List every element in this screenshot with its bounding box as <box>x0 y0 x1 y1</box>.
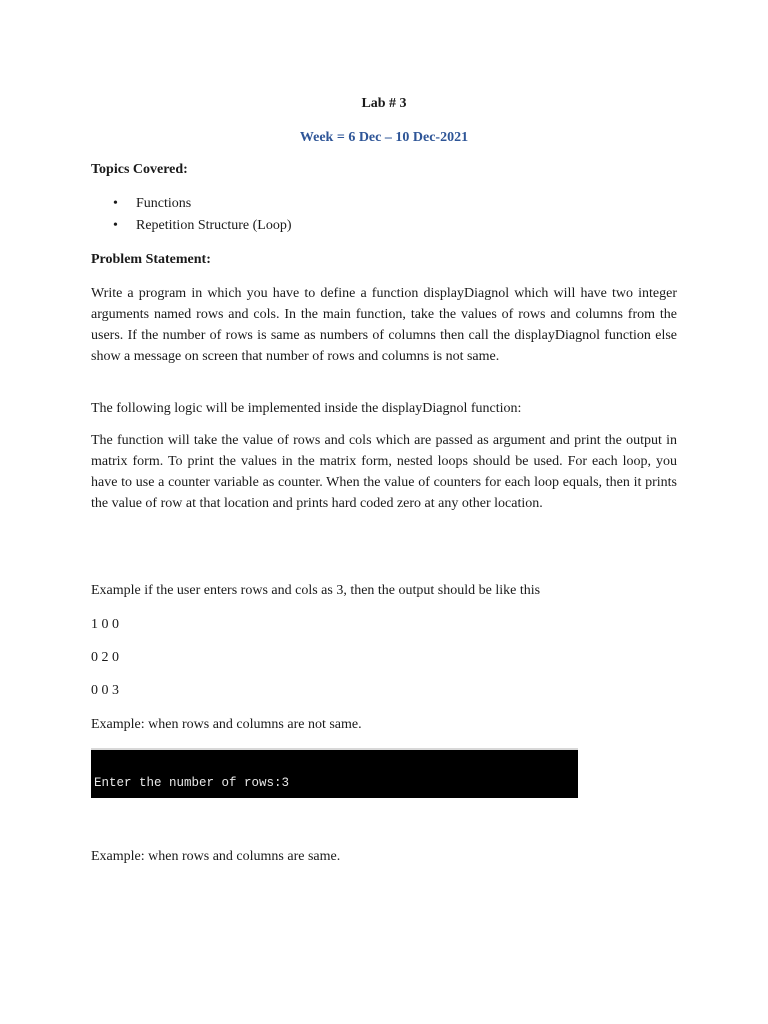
topics-heading: Topics Covered: <box>91 162 188 177</box>
bullet-icon: • <box>113 196 118 211</box>
logic-intro: The following logic will be implemented inside the displayDiagnol function: <box>91 401 522 416</box>
example-not-same-label: Example: when rows and columns are not same. <box>91 717 362 732</box>
matrix-row: 1 0 0 <box>91 617 119 632</box>
console-line: Enter the number of rows:3 <box>94 776 290 790</box>
week-range: Week = 6 Dec – 10 Dec-2021 <box>299 130 469 145</box>
topic-item <box>91 193 292 215</box>
matrix-row: 0 0 3 <box>91 683 119 698</box>
console-screenshot <box>91 748 578 798</box>
logic-paragraph: The function will take the value of rows and cols which are passed as argument and print the output in matrix form. To print the values in the matrix form, nested loops should be used. For each loop, you have to use a counter variable as counter. When the value of counters for each loop equals, then it prints the value of row at that location and prints hard coded zero at any other location. <box>91 433 677 511</box>
topics-list <box>91 193 292 237</box>
topic-label: Functions <box>136 196 192 211</box>
topic-label: Repetition Structure (Loop) <box>136 218 292 233</box>
example-intro: Example if the user enters rows and cols as 3, then the output should be like this <box>91 583 541 598</box>
bullet-icon: • <box>113 218 118 233</box>
problem-paragraph: Write a program in which you have to define a function displayDiagnol which will have two integer arguments named rows and cols. In the main function, take the values of rows and columns from the users. If the number of rows is same as numbers of columns then call the displayDiagnol function else show a message on screen that number of rows and columns is not same. <box>91 286 677 364</box>
problem-heading: Problem Statement: <box>91 252 211 267</box>
example-same-label: Example: when rows and columns are same. <box>91 849 341 864</box>
lab-title: Lab # 3 <box>361 96 407 111</box>
topic-item <box>91 215 292 237</box>
matrix-row: 0 2 0 <box>91 650 119 665</box>
